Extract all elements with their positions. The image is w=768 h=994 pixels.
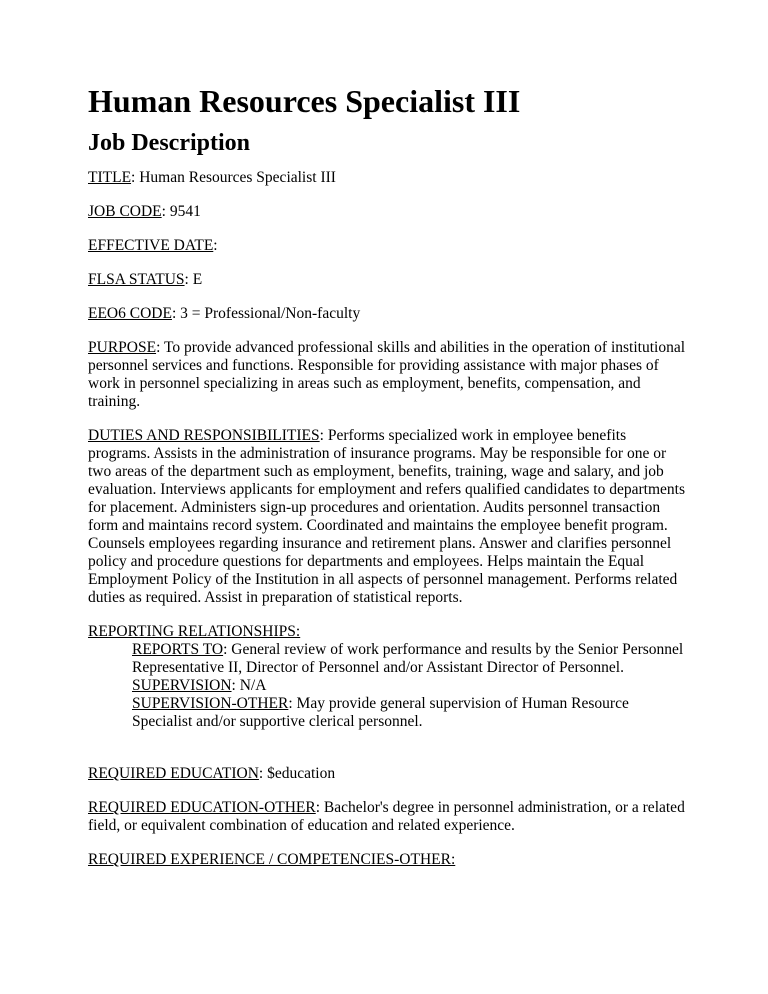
field-eeo6-code-label: EEO6 CODE [88,305,172,322]
field-required-education-other-label: REQUIRED EDUCATION-OTHER [88,799,316,816]
field-purpose-label: PURPOSE [88,339,157,356]
field-job-code [88,203,688,221]
field-supervision-label: SUPERVISION [132,677,232,694]
field-job-code-label: JOB CODE [88,203,162,220]
field-job-code-value: : 9541 [161,203,201,220]
field-required-education [88,765,688,783]
field-title [88,169,688,187]
field-supervision-value: : N/A [231,677,267,694]
field-title-label: TITLE [88,169,132,186]
reporting-relationships-heading [88,623,688,641]
field-duties-value: : Performs specialized work in employee benefits programs. Assists in the administration of insurance programs. May be responsible for one or two areas of the department such as employment, benefits, training, wage and salary, and job evaluation. Interviews applicants for employment and refers qualified candidates to departments for placement. Administers sign-up procedures and orientation. Audits personnel transaction form and maintains record system. Coordinated and maintains the employee benefit program. Counsels employees regarding insurance and retirement plans. Answer and clarifies personnel policy and procedure questions for departments and employees. Helps maintain the Equal Employment Policy of the Institution in all aspects of personnel management. Performs related duties as required. Assist in preparation of statistical reports. [88,427,685,606]
field-required-education-label: REQUIRED EDUCATION [88,765,259,782]
reporting-relationships [88,623,688,731]
field-reports-to [132,641,688,677]
document-page [88,82,688,885]
field-supervision-other-value: : May provide general supervision of Human Resource Specialist and/or supportive clerical personnel. [132,695,629,730]
document-title: Human Resources Specialist III [88,83,521,119]
field-purpose [88,339,688,411]
field-title-value: : Human Resources Specialist III [131,169,336,186]
field-purpose-value: : To provide advanced professional skills and abilities in the operation of institutional personnel services and functions. Responsible for providing assistance with major phases of work in personnel specializing in areas such as employment, benefits, compensation, and training. [88,339,686,410]
field-effective-date-value: : [213,237,218,254]
field-flsa-status-value: : E [184,271,203,288]
reporting-relationships-label: REPORTING RELATIONSHIPS: [88,623,301,640]
field-flsa-status-label: FLSA STATUS [88,271,185,288]
field-eeo6-code [88,305,688,323]
field-reports-to-label: REPORTS TO [132,641,224,658]
field-effective-date-label: EFFECTIVE DATE [88,237,214,254]
field-supervision [132,677,688,695]
field-supervision-other [132,695,688,731]
field-reports-to-value: : General review of work performance and results by the Senior Personnel Representative II, Director of Personnel and/or Assistant Director of Personnel. [132,641,684,676]
field-effective-date [88,237,688,255]
field-required-education-value: : $education [258,765,336,782]
field-required-experience-label: REQUIRED EXPERIENCE / COMPETENCIES-OTHER: [88,851,456,868]
field-flsa-status [88,271,688,289]
reporting-relationships-details [132,641,688,731]
field-duties [88,427,688,607]
field-required-experience [88,851,688,869]
document-subtitle: Job Description [88,130,250,156]
field-eeo6-code-value: : 3 = Professional/Non-faculty [171,305,361,322]
field-required-education-other-value: : Bachelor's degree in personnel administration, or a related field, or equivalent combination of education and related experience. [88,799,685,834]
field-required-education-other [88,799,688,835]
field-duties-label: DUTIES AND RESPONSIBILITIES [88,427,320,444]
field-supervision-other-label: SUPERVISION-OTHER [132,695,289,712]
